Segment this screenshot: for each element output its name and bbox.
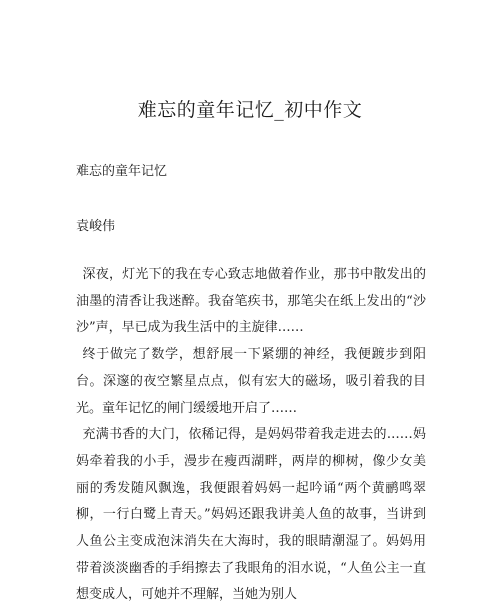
document-title: 难忘的童年记忆_初中作文 xyxy=(137,99,363,121)
paragraph: 充满书香的大门，依稀记得，是妈妈带着我走进去的……妈妈牵着我的小手，漫步在瘦西湖畔，两岸的柳树，像少女美丽的秀发随风飘逸，我便跟着妈妈一起吟诵“两个黄鹂鸣翠柳，一行白鹭上青天。”妈妈还跟我讲美人鱼的故事，当讲到人鱼公主变成泡沫消失在大海时，我的眼睛潮湿了。妈妈用带着淡淡幽香的手绢擦去了我眼角的泪水说，“人鱼公主一直想变成人，可她并不理解，当她为别人 xyxy=(76,427,426,603)
author-name: 袁峻伟 xyxy=(76,219,116,234)
essay-subtitle: 难忘的童年记忆 xyxy=(76,164,168,179)
paragraph: 终于做完了数学，想舒展一下紧绷的神经，我便踱步到阳台。深邃的夜空繁星点点，似有宏大的磁场，吸引着我的目光。童年记忆的闸门缓缓地开启了…… xyxy=(76,347,426,416)
essay-body xyxy=(76,262,426,609)
paragraph: 深夜，灯光下的我在专心致志地做着作业，那书中散发出的油墨的清香让我迷醉。我奋笔疾书，那笔尖在纸上发出的“沙沙”声，早已成为我生活中的主旋律…… xyxy=(76,267,426,336)
